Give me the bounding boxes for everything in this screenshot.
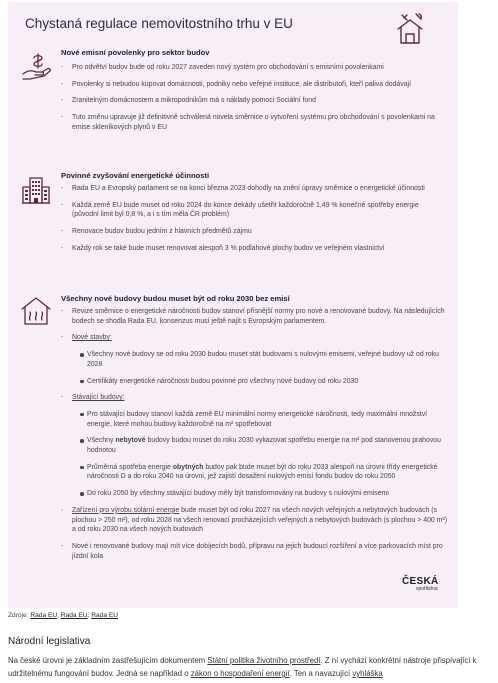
list-item: - Každý rok se také bude muset renovovat alespoň 3 % podlahové plochy budov ve veřejném vlastnictví [61, 244, 447, 254]
policy-link[interactable]: Státní politika životního prostředí [207, 656, 321, 665]
list-item: - Revize směrnice o energetické náročnosti budov stanoví přísnější normy pro nové a renovované budovy. Na následujících bodech se shodla Rada EU, konsenzus musí ještě najít s Evropským parlamentem. [61, 307, 447, 326]
list-item-existing [61, 393, 447, 403]
hand-money-icon [20, 52, 52, 82]
existing-label: Stávající budovy: [72, 394, 125, 402]
logo-wordmark: ČESKÁ [402, 576, 439, 587]
list-item: - Rada EU a Evropský parlament se na konci března 2023 dohodly na znění úpravy směrnice o energetické účinnosti [61, 184, 447, 194]
section-title: Nové emisní povolenky pro sektor budov [61, 48, 210, 57]
new-builds-label: Nové stavby: [72, 334, 112, 342]
emphasis-text: nebytové [115, 437, 146, 445]
source-link[interactable]: Rada EU [91, 612, 119, 619]
list-item: - Nové i renovované budovy mají mít více dobíjecích bodů, přípravu na jejich budoucí rozšíření a více parkovacích míst pro jízdní kola [61, 542, 447, 561]
section-title: Povinné zvyšování energetické účinnosti [61, 171, 210, 180]
solar-link[interactable]: Zařízení pro výrobu solární energie [72, 506, 180, 514]
section-items [61, 63, 447, 140]
list-item: - Povolenky si nebudou kupovat domácnosti, podniky nebo veřejné instituce, ale distributoři, kteří paliva dodávají [61, 80, 447, 90]
sub-item: Všechny nebytové budovy budou muset do roku 2030 vykazovat spotřebu energie na m² pod stanovenou prahovou hodnotou [61, 436, 447, 455]
office-building-icon [20, 175, 52, 205]
list-item-new-builds [61, 333, 447, 343]
list-item: - Zařízení pro výrobu solární energie bude muset být od roku 2027 na všech nových veřejných a nebytových budovách (s plochou > 250 m²), od roku 2028 na všech renovací procházejících veřejných a nebytových budovách (s plochou > 400 m²) a od roku 2030 na všech nových budovách [61, 506, 447, 535]
source-label: Zdroje: [8, 612, 29, 619]
source-line: Zdroje: Rada EU, Rada EU, Rada EU [8, 612, 119, 619]
section-heading: Národní legislativa [8, 636, 91, 647]
regulation-infographic-card [8, 2, 458, 608]
list-item: - Pro odvětví budov bude od roku 2027 zaveden nový systém pro obchodování s emisními povolenkami [61, 63, 447, 73]
decree-link[interactable]: vyhláška [352, 669, 383, 678]
source-link[interactable]: Rada EU [60, 612, 88, 619]
house-heating-icon [20, 296, 52, 326]
sub-item: Všechny nové budovy se od roku 2030 budou muset stát budovami s nulovými emisemi, veřejné budovy už od roku 2028 [61, 350, 447, 369]
intro-paragraph [8, 654, 492, 680]
sub-item: Do roku 2050 by všechny stávající budovy měly být transformovány na budovy s nulovými emisemi [61, 489, 447, 499]
card-title: Chystaná regulace nemovitostního trhu v EU [25, 16, 293, 31]
sub-item: Pro stávající budovy stanoví každá země EU minimální normy energetické náročnosti, tedy maximální množství energie, které mohou budovy každoročně na m² spotřebovat [61, 410, 447, 429]
ceska-sporitelna-logo [402, 576, 450, 592]
list-item: - Každá země EU bude muset od roku 2024 do konce dekády ušetřit každoročně 1,49 % konečné spotřeby energie (původní limit byl 0,8 %, a i s tím měla ČR problém) [61, 201, 447, 220]
sub-item: Průměrná spotřeba energie obytných budov pak bude muset být do roku 2033 alespoň na úrovni třídy energetické náročnosti D a do roku 2040 na úrovni, jež zajistí dosažení nulových emisí fondu budov do roku 2050 [61, 463, 447, 482]
emphasis-text: obytných [172, 463, 204, 471]
section-title: Všechny nové budovy budou muset být od roku 2030 bez emisí [61, 294, 290, 303]
sub-item: Certifikáty energetické náročnosti budou povinné pro všechny nové budovy od roku 2030 [61, 377, 447, 387]
tools-house-icon [394, 12, 426, 46]
section-items [61, 307, 447, 568]
source-link[interactable]: Rada EU [30, 612, 58, 619]
list-item: - Zranitelným domácnostem a mikropodnikům má s náklady pomoci Sociální fond [61, 96, 447, 106]
para-text: Na české úrovni je základním zastřešujícím dokumentem [8, 656, 208, 665]
para-text: . Z ní vychází konkrétní nástroje přispívající k udržitelnému fungování budov. Jedná se například o [8, 656, 477, 678]
para-text: . Ten a navazující [289, 669, 353, 678]
list-item: - Tuto změnu upravuje již definitivně schválená novela směrnice o vytvoření systému pro obchodování s povolenkami na emise skleníkových plynů v EU [61, 113, 447, 132]
section-items [61, 184, 447, 261]
list-item: - Renovace budov budou jedním z hlavních předmětů zájmu [61, 227, 447, 237]
logo-subtitle: spořitelna [416, 586, 438, 592]
energy-act-link[interactable]: zákon o hospodaření energií [190, 669, 290, 678]
